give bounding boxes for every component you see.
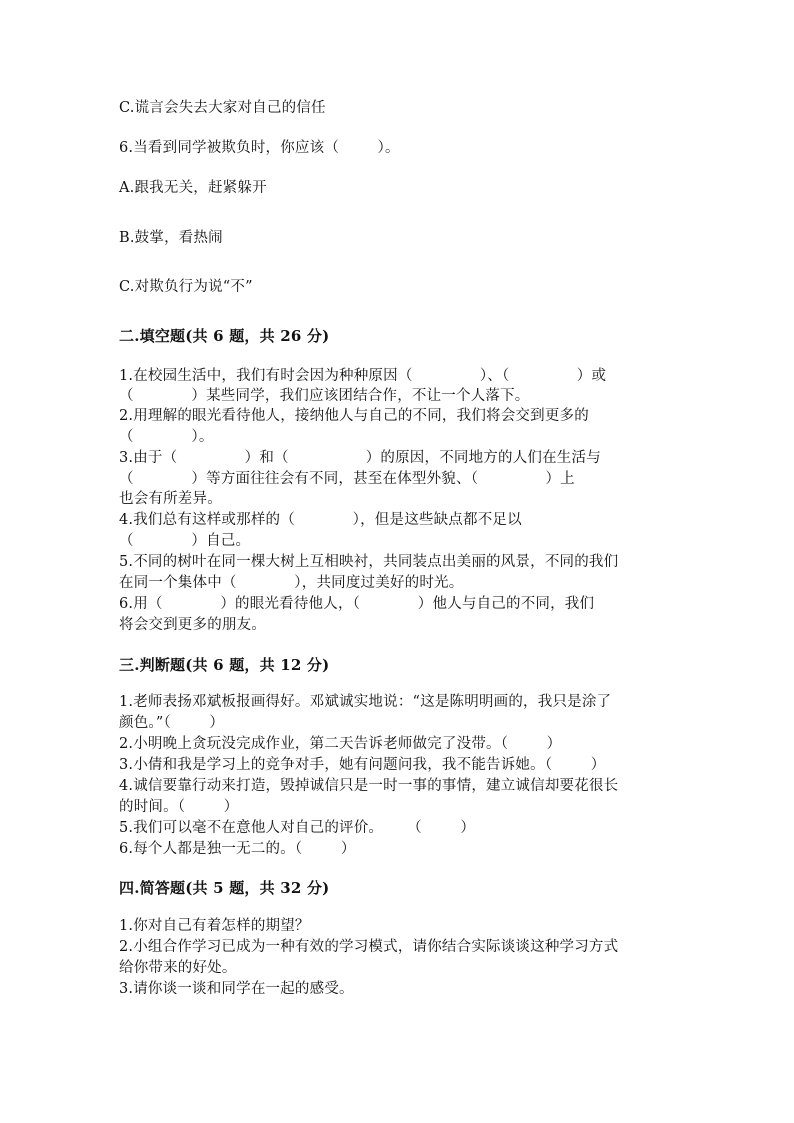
fill-blank-line: 在同一个集体中（ ），共同度过美好的时光。 [119, 575, 464, 591]
judge-line: 1.老师表扬邓斌板报画得好。邓斌诚实地说：“这是陈明明画的，我只是涂了 [119, 694, 612, 710]
fill-blank-line: （ ）自己。 [119, 533, 251, 549]
fill-blank-line: 4.我们总有这样或那样的（ ），但是这些缺点都不足以 [119, 512, 522, 528]
fill-blank-line: （ ）等方面往往会有不同，甚至在体型外貌、（ ）上 [119, 471, 575, 487]
fill-blank-line: 5.不同的树叶在同一棵大树上互相映衬，共同装点出美丽的风景，不同的我们 [119, 554, 619, 570]
fill-blank-line: 3.由于（ ）和（ ）的原因，不同地方的人们在生活与 [119, 450, 601, 466]
judge-line: 颜色。”（ ） [119, 715, 225, 731]
fill-blank-line: 将会交到更多的朋友。 [119, 617, 266, 633]
judge-line: 的时间。（ ） [119, 799, 239, 815]
fill-blank-line: （ ）。 [119, 429, 214, 445]
short-answer-line: 1.你对自己有着怎样的期望？ [119, 918, 310, 934]
judge-line: 4.诚信要靠行动来打造，毁掉诚信只是一时一事的事情，建立诚信却要花很长 [119, 778, 619, 794]
fill-blank-heading: 二.填空题(共 6 题，共 26 分) [119, 327, 330, 345]
judge-heading: 三.判断题(共 6 题，共 12 分) [119, 656, 330, 674]
judge-line: 3.小倩和我是学习上的竞争对手，她有问题问我，我不能告诉她。（ ） [119, 757, 606, 773]
q6-option-b: B.鼓掌，看热闹 [119, 230, 223, 246]
fill-blank-line: 1.在校园生活中，我们有时会因为种种原因（ ）、（ ）或 [119, 368, 607, 384]
short-answer-line: 给你带来的好处。 [119, 960, 237, 976]
fill-blank-line: 6.用（ ）的眼光看待他人，（ ）他人与自己的不同，我们 [119, 596, 595, 612]
q6-option-a: A.跟我无关，赶紧躲开 [119, 180, 267, 196]
q6-stem: 6.当看到同学被欺负时，你应该（ ）。 [119, 140, 400, 156]
fill-blank-line: （ ）某些同学，我们应该团结合作，不让一个人落下。 [119, 388, 530, 404]
prev-question-option-c: C.谎言会失去大家对自己的信任 [119, 100, 326, 116]
judge-line: 5.我们可以毫不在意他人对自己的评价。 （ ） [119, 820, 476, 836]
fill-blank-line: 也会有所差异。 [119, 491, 222, 507]
judge-line: 2.小明晚上贪玩没完成作业，第二天告诉老师做完了没带。（ ） [119, 736, 562, 752]
q6-option-c: C.对欺负行为说“不” [119, 279, 253, 295]
short-answer-heading: 四.简答题(共 5 题，共 32 分) [119, 879, 330, 897]
judge-line: 6.每个人都是独一无二的。（ ） [119, 841, 356, 857]
short-answer-line: 3.请你谈一谈和同学在一起的感受。 [119, 981, 354, 997]
short-answer-line: 2.小组合作学习已成为一种有效的学习模式，请你结合实际谈谈这种学习方式 [119, 939, 619, 955]
fill-blank-line: 2.用理解的眼光看待他人，接纳他人与自己的不同，我们将会交到更多的 [119, 408, 589, 424]
